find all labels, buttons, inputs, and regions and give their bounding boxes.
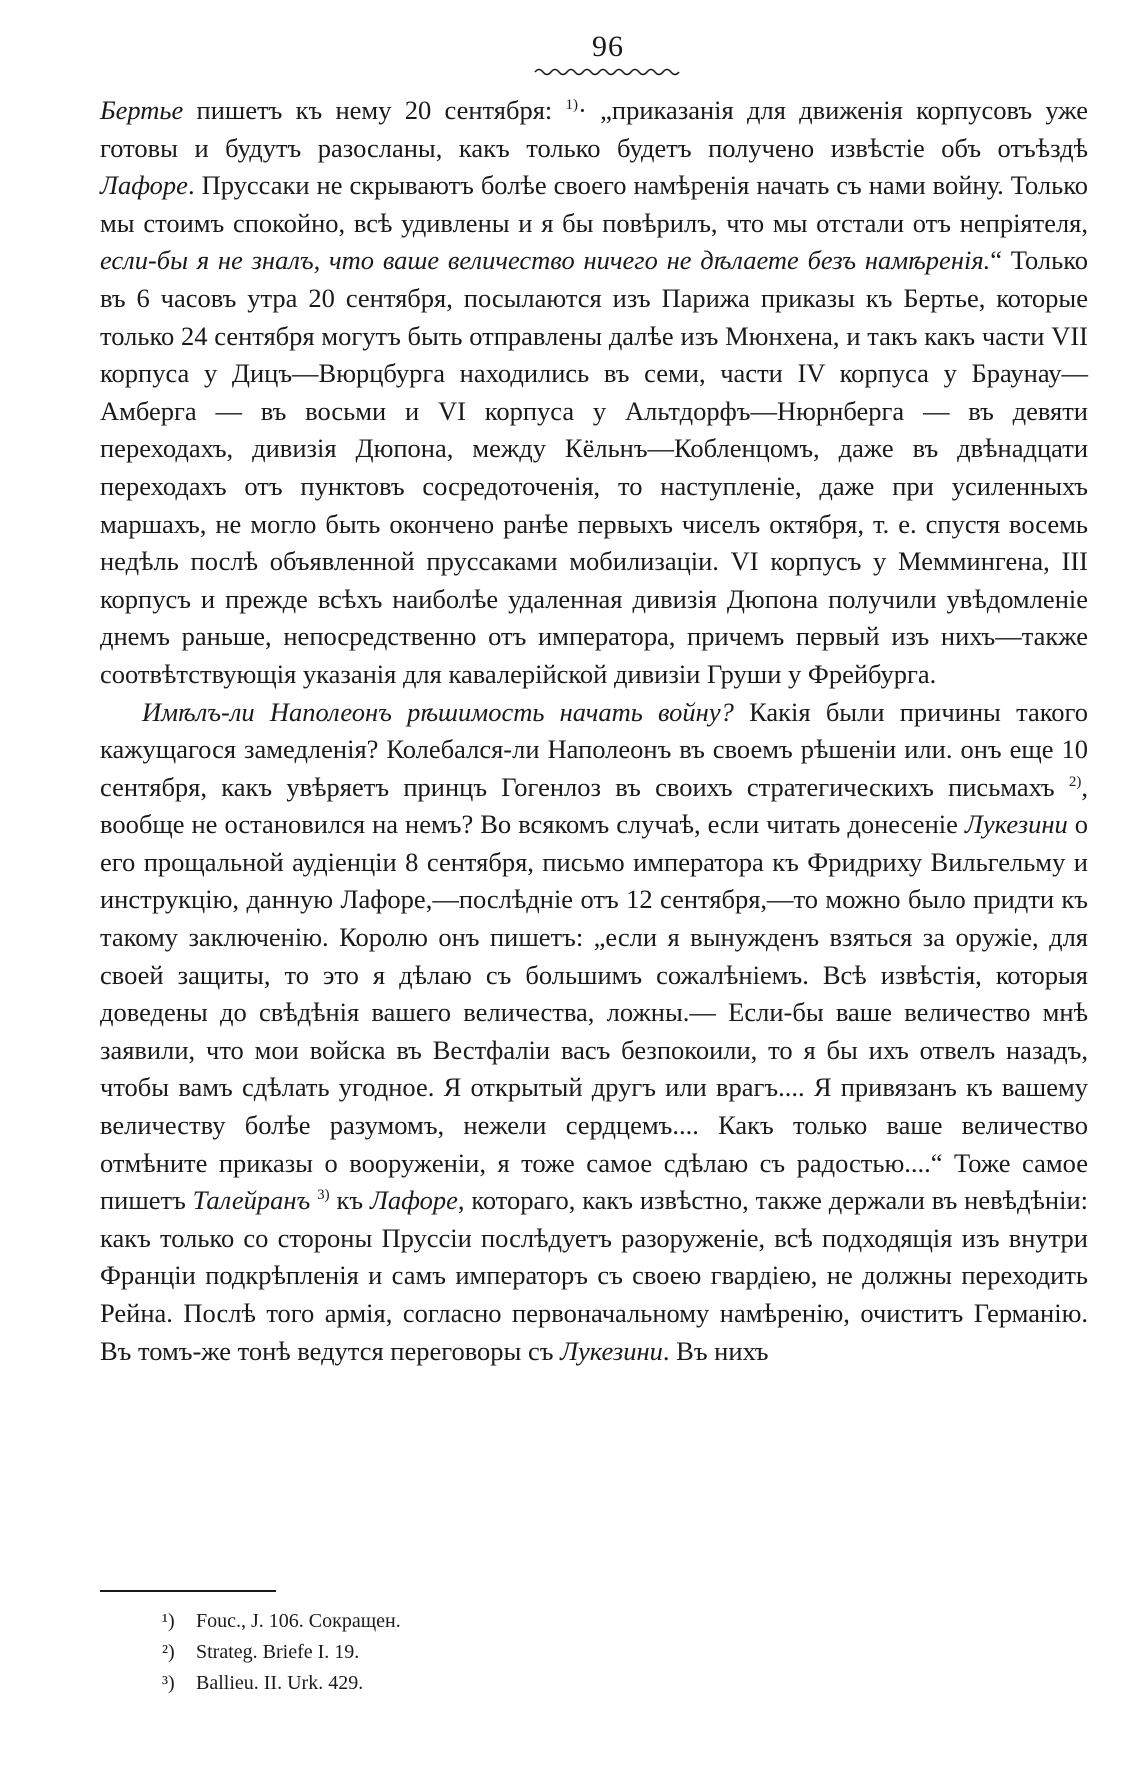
footnote-ref: 1) — [565, 97, 579, 114]
italic-text: Имѣлъ-ли Наполеонъ рѣшимость начать войну? — [142, 696, 734, 727]
italic-text: Бертье — [100, 95, 184, 125]
decorative-wavy-rule — [533, 66, 683, 78]
footnote-text: Fouc., J. 106. Сокращен. — [196, 1610, 401, 1632]
text-run: , котораго, какъ извѣстно, также держали въ невѣдѣніи: какъ только со стороны Пруссіи послѣдуетъ разоруженіе, всѣ подходящія изъ внутри Франціи подкрѣпленія и самъ императоръ съ своею гвардіею, не должны переходить Рейна. Послѣ того армія, согласно первоначальному намѣренію, очиститъ Германію. Въ томъ-же тонѣ ведутся переговоры съ — [100, 1185, 1088, 1366]
text-run: . Пруссаки не скрываютъ болѣе своего намѣренія начать съ нами войну. Только мы стоимъ спокойно, всѣ удивлены и я бы повѣрилъ, что мы отстали отъ непріятеля, — [100, 170, 1088, 238]
footnotes — [100, 1590, 1088, 1699]
italic-text: Лукезини — [560, 1335, 663, 1366]
text-run: пишетъ къ нему 20 сентября: — [183, 95, 566, 125]
footnote-mark: ²) — [162, 1641, 175, 1663]
text-run: Какія были причины такого кажущагося замедленія? Колебался-ли Наполеонъ въ своемъ рѣшеніи или. онъ еще 10 сентября, какъ увѣряетъ принцъ Гогенлоз въ своихъ стратегическихъ письмахъ — [100, 696, 1088, 802]
footnote-mark: ¹) — [162, 1610, 175, 1632]
italic-text: если-бы я не зналъ, что ваше величество ничего не дѣлаете безъ намѣренія. — [100, 245, 991, 276]
footnote — [162, 1668, 1088, 1699]
footnote-text: Ballieu. II. Urk. 429. — [196, 1672, 364, 1694]
footnote-divider — [100, 1590, 276, 1592]
text-run: · „приказанія для движенія корпусовъ уже готовы и будутъ разосланы, какъ только будетъ получено извѣстіе объ отъѣздѣ — [100, 95, 1089, 163]
italic-text: Талейранъ — [192, 1185, 311, 1216]
footnote-mark: ³) — [162, 1672, 175, 1694]
footnote — [162, 1606, 1088, 1637]
text-run: “ Только въ 6 часовъ утра 20 сентября, посылаются изъ Парижа приказы къ Бертье, которые только 24 сентября могутъ быть отправлены далѣе изъ Мюнхена, и такъ какъ части VII корпуса у Дицъ—Вюрцбурга находились въ семи, части IV корпуса у Браунау—Амберга — въ восьми и VI корпуса у Альтдорфъ—Нюрнберга — въ девяти переходахъ, дивизія Дюпона, между Кёльнъ—Кобленцомъ, даже въ двѣнадцати переходахъ отъ пунктовъ сосредоточенія, то наступленіе, даже при усиленныхъ маршахъ, не могло быть окончено ранѣе первыхъ чиселъ октября, т. е. спустя восемь недѣль послѣ объявленной пруссаками мобилизаціи. VI корпусъ у Меммингена, III корпусъ и прежде всѣхъ наиболѣе удаленная дивизія Дюпона получили увѣдомленіе днемъ раньше, непосредственно отъ императора, причемъ первый изъ нихъ—также соотвѣтствующія указанія для кавалерійской дивизіи Груши у Фрейбурга. — [100, 245, 1088, 689]
text-run: . Въ нихъ — [662, 1335, 769, 1366]
text-run: , вообще не остановился на немъ? Во всякомъ случаѣ, если читать донесеніе — [100, 771, 1088, 840]
text-run: о его прощальной аудіенціи 8 сентября, письмо императора къ Фридриху Вильгельму и инструкцію, данную Лафоре,—послѣдніе отъ 12 сентября,—то можно было придти къ такому заключенію. Королю онъ пишетъ: „если я вынужденъ взяться за оружіе, для своей защиты, то это я дѣлаю съ большимъ сожалѣніемъ. Всѣ извѣстія, которыя доведены до свѣдѣнія вашего величества, ложны.— Если-бы ваше величество мнѣ заявили, что мои войска въ Вестфаліи васъ безпокоили, то я бы ихъ отвелъ назадъ, чтобы вамъ сдѣлать угодное. Я открытый другъ или врагъ.... Я привязанъ къ вашему величеству болѣе разумомъ, нежели сердцемъ.... Какъ только ваше величество отмѣните приказы о вооруженіи, я тоже самое сдѣлаю съ радостью....“ Тоже самое пишетъ — [100, 809, 1088, 1216]
footnote — [162, 1637, 1088, 1668]
body-text — [100, 92, 1088, 1370]
footnote-ref: 3) — [317, 1187, 330, 1204]
italic-text: Лафоре — [369, 1185, 458, 1216]
text-run: къ — [329, 1185, 370, 1216]
paragraph — [100, 92, 1088, 694]
italic-text: Лукезини — [964, 809, 1068, 840]
footnote-ref: 2) — [1068, 773, 1082, 790]
italic-text: Лафоре — [100, 170, 188, 201]
footnote-text: Strateg. Briefe I. 19. — [196, 1641, 360, 1663]
paragraph — [100, 694, 1088, 1371]
page-number: 96 — [592, 30, 624, 63]
